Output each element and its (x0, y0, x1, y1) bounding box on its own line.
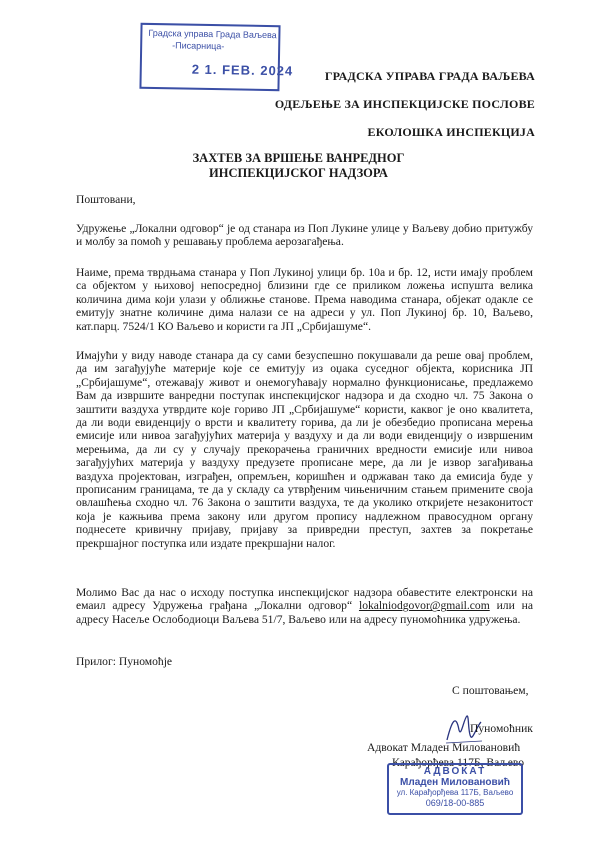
paragraph-2: Наиме, према тврдњама станара у Поп Лукиној улици бр. 10а и бр. 12, исти имају проблем са објектом у њиховој непосредној близини где се приликом ложења испушта велика количина дима који улази у оближње станове. Према наводима станара, објекат одакле се емитују знатне количине дима налази се на адреси у ул. Поп Лукиној бр. 10, Ваљево, кат.парц. 7524/1 КО Ваљево и користи га ЈП „Србијашуме“. (76, 266, 533, 333)
greeting: Поштовани, (76, 193, 136, 206)
paragraph-4 (76, 586, 533, 626)
lawyer-stamp-phone: 069/18-00-885 (425, 798, 485, 808)
lawyer-stamp (387, 763, 523, 815)
signatory-name: Адвокат Младен Миловановић (367, 741, 521, 754)
header-line-3: ЕКОЛОШКА ИНСПЕКЦИЈА (367, 125, 535, 139)
stamp-office-name: Градска управа Града Ваљева (148, 27, 277, 41)
lawyer-stamp-title: АДВОКАТ (423, 766, 487, 777)
email-link[interactable]: lokalniodgovor@gmail.com (358, 599, 490, 613)
stamp-registry: -Писарница- (172, 40, 225, 52)
stamp-date: 2 1. FEB. 2024 (191, 61, 294, 79)
lawyer-stamp-address: ул. Карађорђева 117Б, Ваљево (396, 788, 514, 797)
closing-regards: С поштовањем, (452, 684, 529, 697)
document-title-line-1: ЗАХТЕВ ЗА ВРШЕЊЕ ВАНРЕДНОГ (192, 151, 405, 165)
paragraph-4-text-before: Молимо Вас да нас о исходу поступка инспекцијског надзора обавестите електронски на емаил адресу Удружења грађана „Локални одговор“ (76, 586, 533, 613)
header-line-1: ГРАДСКА УПРАВА ГРАДА ВАЉЕВА (324, 69, 535, 83)
paragraph-4-text-after: или на адресу Насеље Ослободиоци Ваљева 51/7, Ваљево или на адресу пуномоћника удружења. (76, 599, 533, 626)
signatory-role: Пуномоћник (470, 722, 533, 735)
paragraph-3: Имајући у виду наводе станара да су сами безуспешно покушавали да реше овај проблем, да им загађујуће материје које се емитују из оџака суседног објекта, корисника ЈП „Србијашуме“, отежавају живот и онемогућавају нормално функционисање, предлажемо Вам да извршите ванредни поступак инспекцијског надзора и да сходно чл. 75 Закона о заштити ваздуха утврдите које гориво ЈП „Србијашуме“ користи, каквог је оно квалитета, да ли води евиденцију о врсти и квалитету горива, да ли је обезбедио прописана мерења емисије или нивоа загађујућих материја у ваздуху и да ли води евиденцију о извршеним мерењима, да ли су у случају прекорачења граничних вредности емисије или нивоа загађујућих материја у ваздуху предузете прописане мере, да ли је извор загађивања ваздуха пројектован, изграђен, опремљен, коришћен и одржаван тако да емисија буде у прописаним границама, те да у складу са утврђеним чињеничним стањем примените своја овлашћења сходно чл. 76 Закона о заштити ваздуха, те да уколико откријете незаконитост која је кажњива према закону или другом пропису надлежном правосудном органу поднесете кривичну пријаву, пријаву за привредни преступ, захтев за покретање прекршајног поступка или издате прекршајни налог. (76, 349, 533, 550)
document-title-line-2: ИНСПЕКЦИЈСКОГ НАДЗОРА (209, 166, 388, 180)
attachment-note: Прилог: Пуномоћје (76, 655, 173, 668)
received-stamp (139, 23, 294, 91)
paragraph-1: Удружење „Локални одговор“ је од станара из Поп Лукине улице у Ваљеву добио притужбу и молбу за помоћ у решавању проблема аерозагађења. (76, 222, 533, 249)
signatory-address: Карађорђева 117Б, Ваљево (392, 756, 525, 769)
header-line-2: ОДЕЉЕЊЕ ЗА ИНСПЕКЦИЈСКЕ ПОСЛОВЕ (274, 97, 535, 111)
lawyer-stamp-name: Младен Миловановић (400, 777, 510, 788)
